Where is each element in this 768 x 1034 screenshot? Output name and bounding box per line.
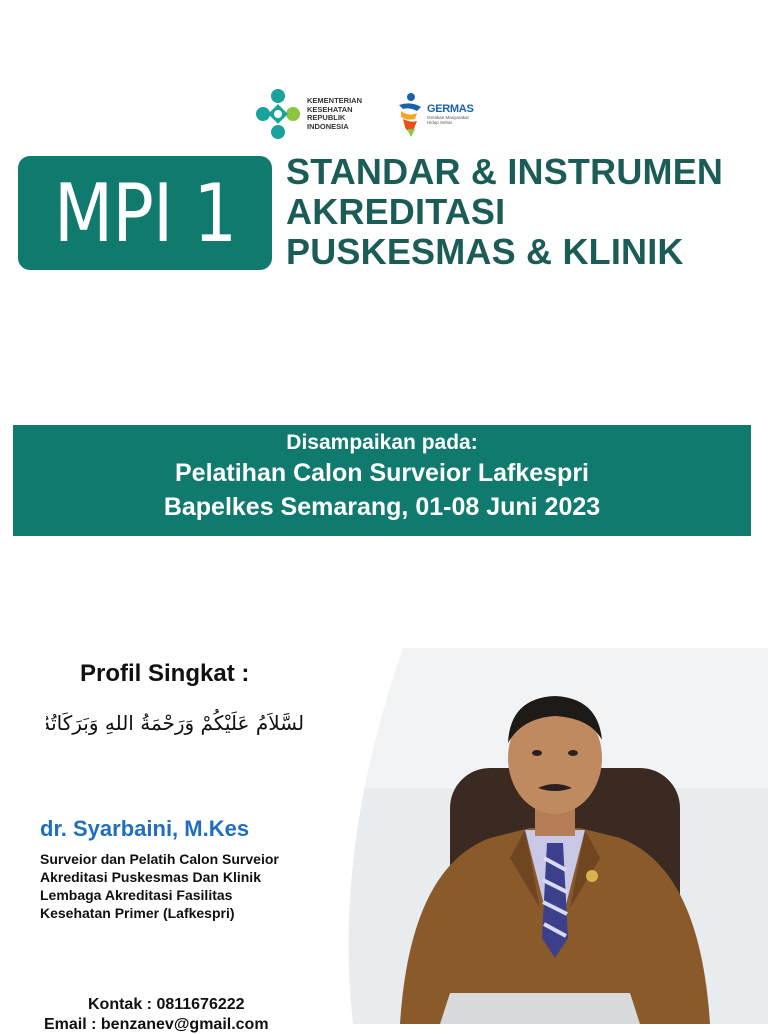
arabic-calligraphy-icon	[46, 704, 304, 740]
speaker-name: dr. Syarbaini, M.Kes	[40, 816, 250, 841]
logo-bar	[255, 88, 473, 140]
greeting-arabic: السَّلاَمُ عَلَيْكُمْ وَرَحْمَةُ اللهِ وَبَرَكَاتُهُ	[46, 711, 304, 735]
description-line: Lembaga Akreditasi Fasilitas	[40, 887, 233, 903]
kemenkes-line: INDONESIA	[307, 121, 349, 131]
title-line: PUSKESMAS & KLINIK	[286, 231, 684, 272]
germas-subtitle: Gerakan Masyarakat	[427, 115, 469, 120]
contact-phone: Kontak : 0811676222	[88, 996, 245, 1013]
kemenkes-line: KEMENTERIAN	[307, 96, 363, 105]
event-banner	[13, 425, 751, 536]
germas-title: GERMAS	[427, 103, 474, 115]
kemenkes-line: REPUBLIK	[307, 113, 346, 122]
contact-email: Email : benzanev@gmail.com	[44, 1016, 269, 1033]
germas-logo	[395, 91, 473, 137]
banner-event-place-date: Bapelkes Semarang, 01-08 Juni 2023	[163, 493, 601, 521]
module-badge-label: MPI 1	[53, 166, 237, 260]
title-line: AKREDITASI	[286, 191, 506, 232]
profile-heading: Profil Singkat :	[80, 660, 250, 687]
description-line: Kesehatan Primer (Lafkespri)	[40, 905, 235, 921]
speaker-description	[40, 850, 340, 922]
kemenkes-logo-icon	[255, 88, 301, 140]
module-badge	[18, 156, 272, 270]
speaker-photo	[340, 648, 768, 1024]
banner-label: Disampaikan pada:	[286, 431, 478, 454]
description-line: Akreditasi Puskesmas Dan Klinik	[40, 869, 261, 885]
banner-event-name: Pelatihan Calon Surveior Lafkespri	[174, 459, 589, 487]
page-title	[286, 152, 723, 272]
germas-subtitle: Hidup Sehat	[427, 120, 452, 125]
germas-logo-icon	[395, 91, 425, 137]
description-line: Surveior dan Pelatih Calon Surveior	[40, 851, 279, 867]
title-line: STANDAR & INSTRUMEN	[286, 151, 724, 192]
kemenkes-line: KESEHATAN	[307, 104, 353, 114]
kemenkes-logo	[255, 88, 367, 140]
